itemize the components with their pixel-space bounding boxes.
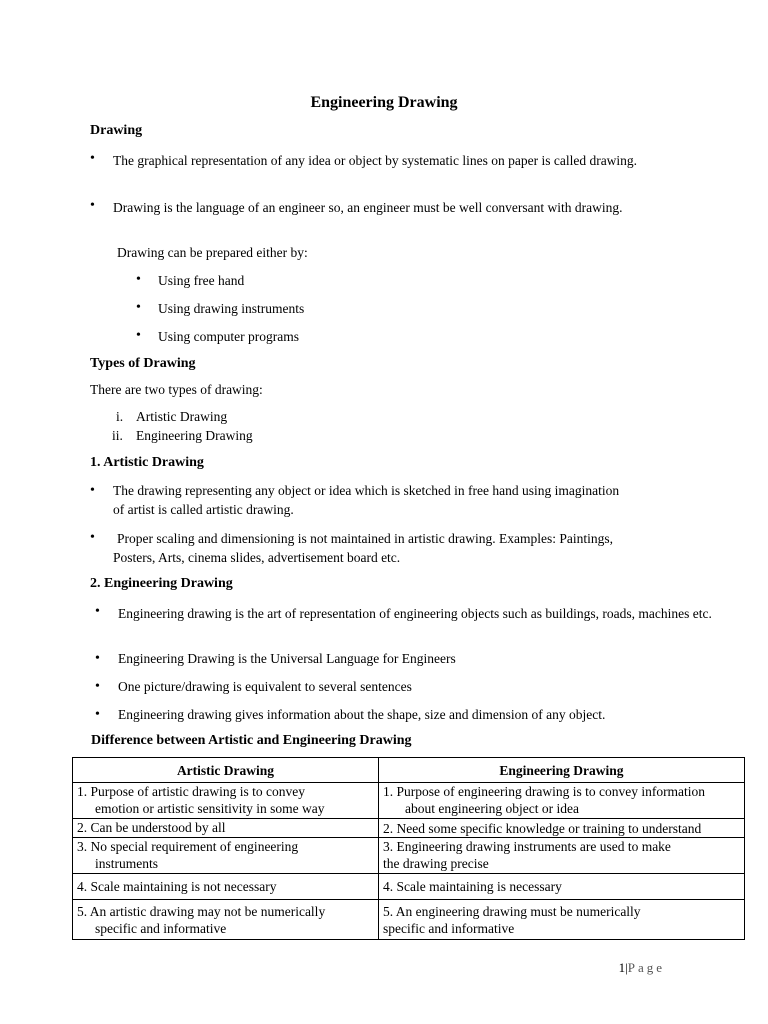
heading-artistic: 1. Artistic Drawing [90,455,204,470]
cell-line: 5. An engineering drawing must be numerically [383,903,641,919]
table-row [73,874,745,900]
table-row [73,900,745,940]
cell-line: 2. Can be understood by all [77,820,226,835]
cell-line: 2. Need some specific knowledge or training to understand [383,821,702,836]
cell-line: specific and informative [383,920,515,936]
column-header-artistic: Artistic Drawing [73,758,379,783]
bullet-icon: • [90,198,95,213]
engineering-bullet-3: One picture/drawing is equivalent to several sentences [118,679,412,694]
page-number: 1 [618,960,626,975]
table-row [73,819,745,838]
document-title: Engineering Drawing [310,94,458,111]
artistic-bullet-2-line-1: Proper scaling and dimensioning is not maintained in artistic drawing. Examples: Paintings, [117,531,614,546]
table-cell [379,838,745,874]
artistic-bullet-1-line-2: of artist is called artistic drawing. [113,502,294,517]
artistic-bullet-1-line-1: The drawing representing any object or idea which is sketched in free hand using imagination [113,483,620,498]
cell-line: 5. An artistic drawing may not be numerically [77,903,326,919]
table-row [73,838,745,874]
table-cell [73,874,379,900]
prepared-item-2: Using drawing instruments [158,301,305,316]
difference-table [72,757,745,940]
bullet-icon: • [95,707,100,722]
table-cell [379,783,745,819]
table-cell [73,838,379,874]
bullet-icon: • [95,651,100,666]
table-cell [379,874,745,900]
types-intro: There are two types of drawing: [90,382,263,397]
table-cell [73,783,379,819]
table-cell [73,900,379,940]
column-header-engineering: Engineering Drawing [379,758,745,783]
cell-line: 3. Engineering drawing instruments are used to make [383,839,671,854]
page-footer [619,960,665,976]
bullet-icon: • [90,530,95,545]
page-separator: | [625,960,628,975]
prepared-intro: Drawing can be prepared either by: [117,245,308,260]
heading-drawing: Drawing [90,123,143,138]
cell-line: 1. Purpose of engineering drawing is to convey information [383,784,706,799]
bullet-icon: • [136,272,141,287]
table-header-row [73,758,745,783]
artistic-bullet-2-line-2: Posters, Arts, cinema slides, advertisement board etc. [113,550,401,565]
bullet-icon: • [95,604,100,619]
types-item-1: Artistic Drawing [136,409,228,424]
heading-types: Types of Drawing [90,356,196,371]
types-num-2: ii. [112,428,123,443]
bullet-icon: • [136,300,141,315]
cell-line: 4. Scale maintaining is necessary [383,879,562,894]
cell-line: 3. No special requirement of engineering [77,839,299,854]
cell-line: instruments [95,856,158,871]
prepared-item-1: Using free hand [158,273,245,288]
drawing-bullet-2: Drawing is the language of an engineer so, an engineer must be well conversant with drawing. [113,200,623,215]
table-cell [73,819,379,838]
types-num-1: i. [116,409,124,424]
types-item-2: Engineering Drawing [136,428,253,443]
cell-line: specific and informative [95,920,227,936]
engineering-bullet-2: Engineering Drawing is the Universal Language for Engineers [118,651,456,666]
bullet-icon: • [95,679,100,694]
table-row [73,783,745,819]
table-cell [379,900,745,940]
cell-line: 4. Scale maintaining is not necessary [77,879,277,894]
table-cell [379,819,745,838]
engineering-bullet-4: Engineering drawing gives information about the shape, size and dimension of any object. [118,707,606,722]
heading-engineering: 2. Engineering Drawing [90,576,233,591]
drawing-bullet-1: The graphical representation of any idea or object by systematic lines on paper is called drawing. [113,153,638,168]
cell-line: about engineering object or idea [405,801,579,816]
cell-line: the drawing precise [383,856,489,871]
bullet-icon: • [136,328,141,343]
cell-line: emotion or artistic sensitivity in some way [95,801,325,816]
heading-difference: Difference between Artistic and Engineering Drawing [91,733,412,748]
bullet-icon: • [90,151,95,166]
page-label: Page [627,960,665,975]
engineering-bullet-1: Engineering drawing is the art of representation of engineering objects such as buildings, roads, machines etc. [118,606,712,621]
bullet-icon: • [90,483,95,498]
cell-line: 1. Purpose of artistic drawing is to convey [77,784,305,799]
prepared-item-3: Using computer programs [158,329,299,344]
